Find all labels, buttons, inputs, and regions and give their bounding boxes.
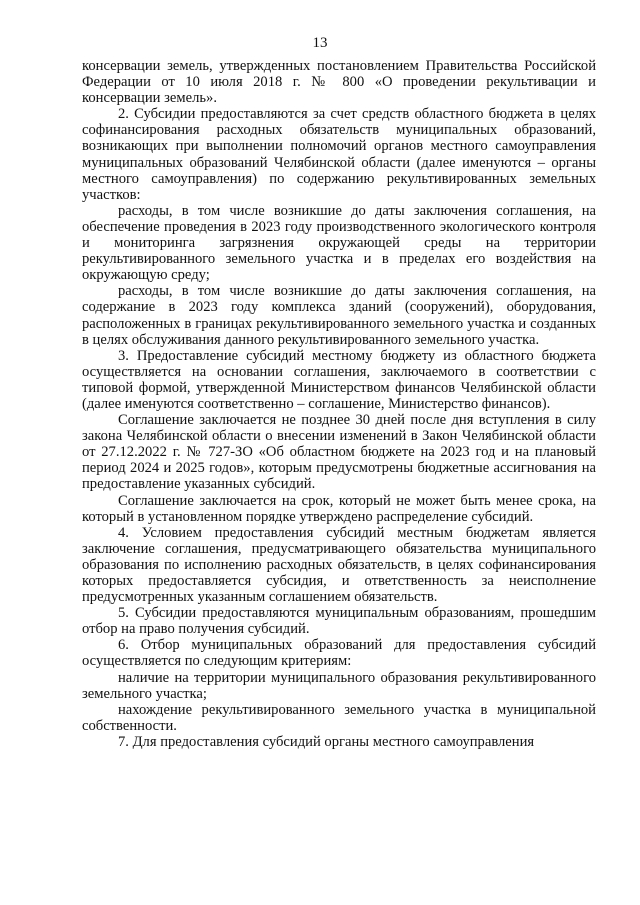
paragraph-criterion-presence: наличие на территории муниципального образования рекультивированного земельного участка;	[82, 669, 596, 702]
paragraph-clause-6: 6. Отбор муниципальных образований для предоставления субсидий осуществляется по следующим критериям:	[82, 637, 596, 670]
paragraph-continuation: консервации земель, утвержденных постановлением Правительства Российской Федерации от 10 июля 2018 г. № 800 «О проведении рекультивации и консервации земель».	[82, 58, 596, 107]
paragraph-clause-5: 5. Субсидии предоставляются муниципальным образованиям, прошедшим отбор на право получения субсидий.	[82, 605, 596, 638]
paragraph-clause-3: 3. Предоставление субсидий местному бюджету из областного бюджета осуществляется на основании соглашения, заключаемого в соответствии с типовой формой, утвержденной Министерством финансов Челябинской области (далее именуются соответственно – соглашение, Министерство финансов).	[82, 347, 596, 412]
document-body	[82, 58, 596, 750]
paragraph-expenses-maintenance: расходы, в том числе возникшие до даты заключения соглашения, на содержание в 2023 году комплекса зданий (сооружений), оборудования, расположенных в границах рекультивированного земельного участка и созданных в целях обслуживания данного рекультивированного земельного участка.	[82, 283, 596, 348]
paragraph-clause-2: 2. Субсидии предоставляются за счет средств областного бюджета в целях софинансирования расходных обязательств муниципальных образований, возникающих при выполнении полномочий органов местного самоуправления муниципальных образований Челябинской области (далее именуются – органы местного самоуправления) по содержанию рекультивированных земельных участков:	[82, 106, 596, 203]
paragraph-expenses-monitoring: расходы, в том числе возникшие до даты заключения соглашения, на обеспечение проведения в 2023 году производственного экологического контроля и мониторинга загрязнения окружающей среды на территории рекультивированного земельного участка и в пределах его воздействия на окружающую среду;	[82, 202, 596, 284]
paragraph-agreement-term: Соглашение заключается на срок, который не может быть менее срока, на который в установленном порядке утверждено распределение субсидий.	[82, 492, 596, 525]
paragraph-agreement-deadline: Соглашение заключается не позднее 30 дней после дня вступления в силу закона Челябинской области о внесении изменений в Закон Челябинской области от 27.12.2022 г. № 727-ЗО «Об областном бюджете на 2023 год и на плановый период 2024 и 2025 годов», которым предусмотрены бюджетные ассигнования на предоставление указанных субсидий.	[82, 412, 596, 493]
page-number: 13	[312, 35, 328, 51]
paragraph-clause-4: 4. Условием предоставления субсидий местным бюджетам является заключение соглашения, предусматривающего обязательства муниципального образования по исполнению расходных обязательств, в целях софинансирования которых предоставляется субсидия, и ответственность за неисполнение предусмотренных указанным соглашением обязательств.	[82, 524, 596, 606]
paragraph-criterion-ownership: нахождение рекультивированного земельного участка в муниципальной собственности.	[82, 701, 596, 734]
paragraph-clause-7: 7. Для предоставления субсидий органы местного самоуправления	[118, 733, 535, 750]
